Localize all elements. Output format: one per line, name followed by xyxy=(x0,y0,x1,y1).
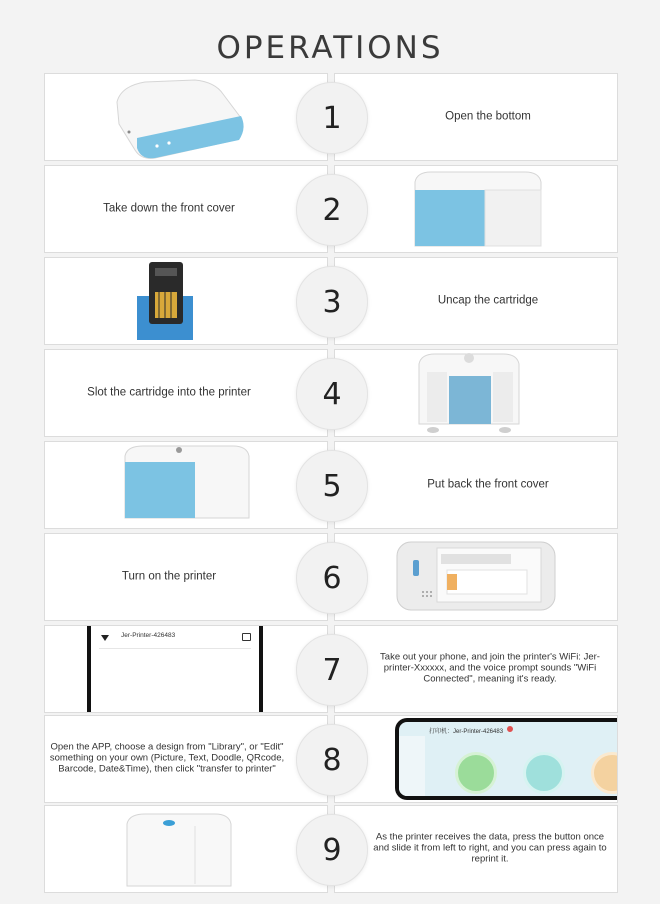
printer-open-image xyxy=(335,350,618,437)
step-image-cell xyxy=(334,165,618,253)
app-tablet-screen xyxy=(395,718,618,800)
step-number-badge: 4 xyxy=(296,358,368,430)
step-number-badge: 8 xyxy=(296,724,368,796)
phone-screen xyxy=(87,626,263,713)
step-image-cell xyxy=(334,715,618,803)
step-text-cell xyxy=(334,441,618,529)
step-text: Open the APP, choose a design from "Library", or "Edit" something on your own (Picture, Text, Doodle, QRcode, Barcode, Date&Time), then click "transfer to printer" xyxy=(49,741,285,775)
app-sidebar xyxy=(399,736,425,800)
step-image-cell xyxy=(44,805,328,893)
step-text: Uncap the cartridge xyxy=(437,294,539,307)
step-row-6 xyxy=(44,533,618,621)
status-dot-icon xyxy=(507,726,513,732)
step-number-badge: 1 xyxy=(296,82,368,154)
step-image-cell xyxy=(334,533,618,621)
step-number-badge: 2 xyxy=(296,174,368,246)
design-button-cyan[interactable] xyxy=(523,752,565,794)
step-number-badge: 6 xyxy=(296,542,368,614)
phone-wifi-name[interactable]: Jer-Printer-426483 xyxy=(121,632,176,639)
step-row-8 xyxy=(44,715,618,803)
printer-button-image xyxy=(45,806,328,893)
step-row-5 xyxy=(44,441,618,529)
step-number-badge: 3 xyxy=(296,266,368,338)
step-text: Take out your phone, and join the printer's WiFi: Jer-printer-Xxxxxx, and the voice prompt sounds "WiFi Connected", meaning it's ready. xyxy=(380,651,600,685)
step-number-badge: 5 xyxy=(296,450,368,522)
step-text: Open the bottom xyxy=(445,110,531,123)
step-row-9 xyxy=(44,805,618,893)
step-text: Take down the front cover xyxy=(103,202,235,215)
step-text-cell xyxy=(44,715,328,803)
step-text: As the printer receives the data, press the button once and slide it from left to right, and you can press again to reprint it. xyxy=(373,831,607,865)
printer-bottom-image xyxy=(45,74,328,161)
divider xyxy=(99,648,251,649)
step-row-2 xyxy=(44,165,618,253)
step-image-cell xyxy=(334,349,618,437)
lock-icon xyxy=(242,633,251,641)
step-number-badge: 7 xyxy=(296,634,368,706)
step-image-cell xyxy=(44,257,328,345)
step-text-cell xyxy=(44,349,328,437)
printer-front-image xyxy=(335,166,618,253)
step-text-cell xyxy=(334,73,618,161)
cartridge-image xyxy=(45,258,328,345)
step-row-1 xyxy=(44,73,618,161)
step-text-cell xyxy=(334,805,618,893)
step-text: Slot the cartridge into the printer xyxy=(87,386,251,399)
step-image-cell xyxy=(44,625,328,713)
design-button-green[interactable] xyxy=(455,752,497,794)
printer-side-image xyxy=(335,534,618,621)
step-text-cell xyxy=(334,625,618,713)
step-row-7 xyxy=(44,625,618,713)
step-row-4 xyxy=(44,349,618,437)
printer-closed-image xyxy=(45,442,328,529)
design-button-orange[interactable] xyxy=(591,752,618,794)
step-text-cell xyxy=(334,257,618,345)
step-text-cell xyxy=(44,533,328,621)
step-text-cell xyxy=(44,165,328,253)
step-image-cell xyxy=(44,441,328,529)
step-text: Put back the front cover xyxy=(427,478,549,491)
app-header: 打印机：Jer-Printer-426483 xyxy=(429,729,504,735)
wifi-icon xyxy=(101,635,109,641)
step-row-3 xyxy=(44,257,618,345)
step-image-cell xyxy=(44,73,328,161)
step-number-badge: 9 xyxy=(296,814,368,886)
step-text: Turn on the printer xyxy=(121,570,217,583)
page-title: OPERATIONS xyxy=(216,30,444,66)
